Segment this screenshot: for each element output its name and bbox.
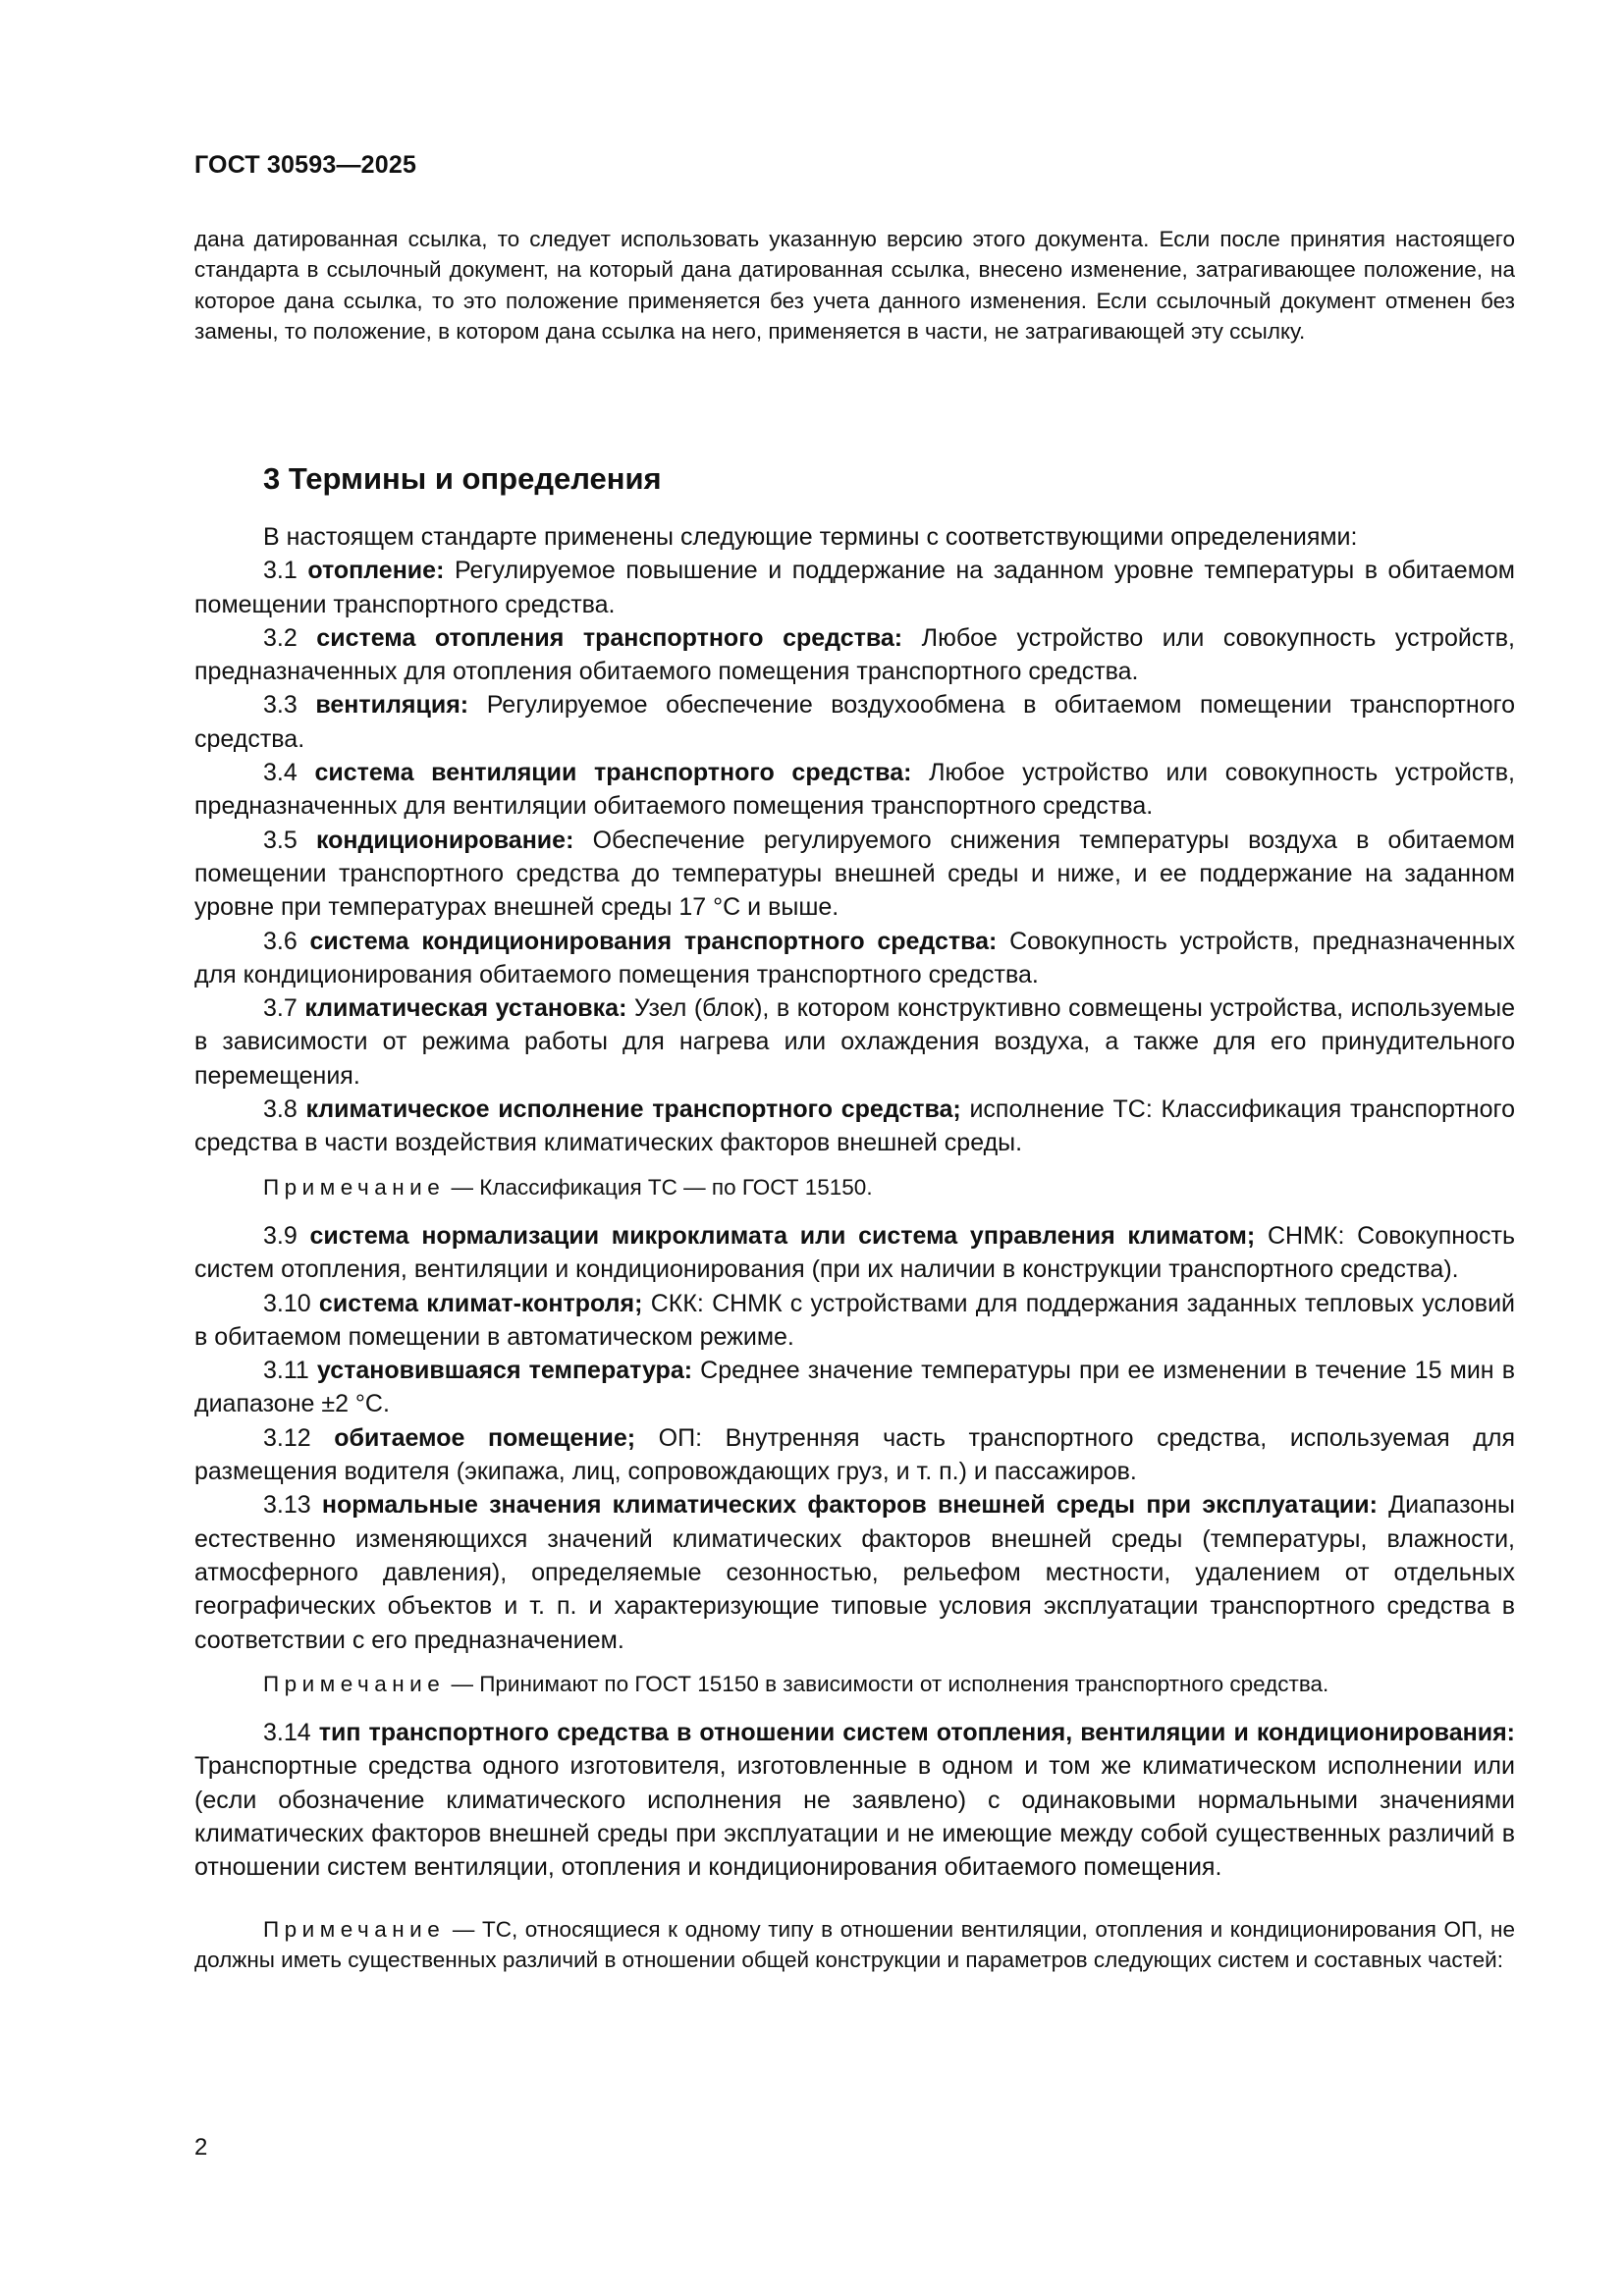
term-name: система кондиционирования транспортного средства: <box>309 927 998 955</box>
term-number: 3.14 <box>263 1719 311 1747</box>
page-number: 2 <box>194 2134 208 2161</box>
term-name: система вентиляции транспортного средства: <box>314 759 912 787</box>
term-3-10 <box>194 1287 1515 1355</box>
term-number: 3.13 <box>263 1491 311 1520</box>
term-name: обитаемое помещение; <box>334 1423 636 1452</box>
term-3-11 <box>194 1354 1515 1421</box>
term-number: 3.11 <box>263 1357 309 1385</box>
term-definition: Обеспечение регулируемого снижения температуры воздуха в обитаемом помещении транспортного средства до температуры внешней среды и ниже, и ее поддержание на заданном уровне при температурах внешней среды 17 °С и выше. <box>194 826 1515 922</box>
term-name: система нормализации микроклимата или система управления климатом; <box>309 1221 1256 1250</box>
term-name: климатическая установка: <box>304 994 627 1023</box>
term-definition: ОП: Внутренняя часть транспортного средства, используемая для размещения водителя (экипажа, лиц, сопровождающих груз, и т. п.) и пассажиров. <box>194 1423 1515 1486</box>
term-number: 3.3 <box>263 691 298 720</box>
term-definition: Регулируемое обеспечение воздухообмена в обитаемом помещении транспортного средства. <box>194 691 1516 753</box>
section-lead: В настоящем стандарте применены следующие термины с соответствующими определениями: <box>263 523 1358 551</box>
note-label: Примечание <box>263 1916 446 1942</box>
term-name: вентиляция: <box>315 691 469 720</box>
term-name: нормальные значения климатических факторов внешней среды при эксплуатации: <box>321 1491 1378 1520</box>
term-number: 3.4 <box>263 759 298 787</box>
note-text: — ТС, относящиеся к одному типу в отношении вентиляции, отопления и кондиционирования ОП, не должны иметь существенных различий в отношении общей конструкции и параметров следующих систем и составных частей: <box>194 1916 1515 1972</box>
term-definition: СНМК: Совокупность систем отопления, вентиляции и кондиционирования (при их наличии в конструкции транспортного средства). <box>194 1221 1515 1284</box>
note-text: — Принимают по ГОСТ 15150 в зависимости от исполнения транспортного средства. <box>451 1671 1329 1696</box>
note-label: Примечание <box>263 1671 446 1696</box>
term-name: климатическое исполнение транспортного средства; <box>305 1095 961 1124</box>
term-3-8 <box>194 1093 1515 1160</box>
term-number: 3.7 <box>263 994 298 1023</box>
section-title: 3 Термины и определения <box>263 461 662 496</box>
note-label: Примечание <box>263 1174 446 1200</box>
term-number: 3.6 <box>263 927 298 955</box>
term-definition: Любое устройство или совокупность устройств, предназначенных для вентиляции обитаемого помещения транспортного средства. <box>194 759 1516 821</box>
term-name: система отопления транспортного средства: <box>316 623 903 652</box>
term-name: установившаяся температура: <box>316 1357 693 1385</box>
term-3-9 <box>194 1219 1515 1287</box>
term-number: 3.5 <box>263 826 298 854</box>
term-definition: Узел (блок), в котором конструктивно совмещены устройства, используемые в зависимости от режима работы для нагрева или охлаждения воздуха, а также для его принудительного перемещения. <box>194 994 1515 1090</box>
term-number: 3.10 <box>263 1289 311 1317</box>
document-header-id: ГОСТ 30593—2025 <box>194 151 417 179</box>
term-name: тип транспортного средства в отношении систем отопления, вентиляции и кондиционирования: <box>318 1719 1515 1747</box>
term-definition: Транспортные средства одного изготовителя, изготовленные в одном и том же климатическом исполнении или (если обозначение климатического исполнения не заявлено) с одинаковыми нормальными значениями климатических факторов внешней среды при эксплуатации и не имеющие между собой существенных различий в отношении систем вентиляции, отопления и кондиционирования обитаемого помещения. <box>194 1752 1515 1882</box>
note-1 <box>194 1172 1515 1202</box>
term-number: 3.9 <box>263 1221 298 1250</box>
term-number: 3.8 <box>263 1095 298 1124</box>
note-2 <box>194 1669 1515 1699</box>
term-number: 3.1 <box>263 557 298 585</box>
note-text: — Классификация ТС — по ГОСТ 15150. <box>451 1174 873 1200</box>
term-definition: Среднее значение температуры при ее изменении в течение 15 мин в диапазоне ±2 °С. <box>194 1357 1515 1418</box>
term-definition: Совокупность устройств, предназначенных для кондиционирования обитаемого помещения транспортного средства. <box>194 927 1515 988</box>
term-name: отопление: <box>307 557 445 585</box>
term-3-4 <box>194 756 1515 824</box>
term-3-7 <box>194 991 1515 1093</box>
term-3-2 <box>194 621 1515 689</box>
term-3-13 <box>194 1488 1515 1656</box>
note-3 <box>194 1914 1515 1976</box>
term-definition: Диапазоны естественно изменяющихся значений климатических факторов внешней среды (температуры, влажности, атмосферного давления), определяемые сезонностью, рельефом местности, удалением от отдельных географических объектов и т. п. и характеризующие типовые условия эксплуатации транспортного средства в соответствии с его предназначением. <box>194 1491 1515 1654</box>
term-number: 3.12 <box>263 1423 311 1452</box>
intro-paragraph: дана датированная ссылка, то следует использовать указанную версию этого документа. Если после принятия настоящего стандарта в ссылочный документ, на который дана датированная ссылка, внесено изменение, затрагивающее положение, на которое дана ссылка, то это положение применяется без учета данного изменения. Если ссылочный документ отменен без замены, то положение, в котором дана ссылка на него, применяется в части, не затрагивающей эту ссылку. <box>194 227 1515 344</box>
term-3-5 <box>194 824 1515 925</box>
term-3-12 <box>194 1421 1515 1489</box>
term-3-3 <box>194 688 1515 756</box>
term-definition: Любое устройство или совокупность устройств, предназначенных для отопления обитаемого помещения транспортного средства. <box>194 623 1515 686</box>
term-name: система климат-контроля; <box>318 1289 643 1317</box>
term-3-14 <box>194 1716 1515 1884</box>
terms-section <box>194 520 1515 1992</box>
term-number: 3.2 <box>263 623 298 652</box>
term-3-1 <box>194 554 1515 621</box>
term-name: кондиционирование: <box>315 826 574 854</box>
term-3-6 <box>194 925 1515 992</box>
term-definition: Регулируемое повышение и поддержание на заданном уровне температуры в обитаемом помещении транспортного средства. <box>194 557 1515 618</box>
term-definition: СКК: СНМК с устройствами для поддержания заданных тепловых условий в обитаемом помещении в автоматическом режиме. <box>194 1289 1516 1351</box>
term-definition: исполнение ТС: Классификация транспортного средства в части воздействия климатических факторов внешней среды. <box>194 1095 1515 1157</box>
